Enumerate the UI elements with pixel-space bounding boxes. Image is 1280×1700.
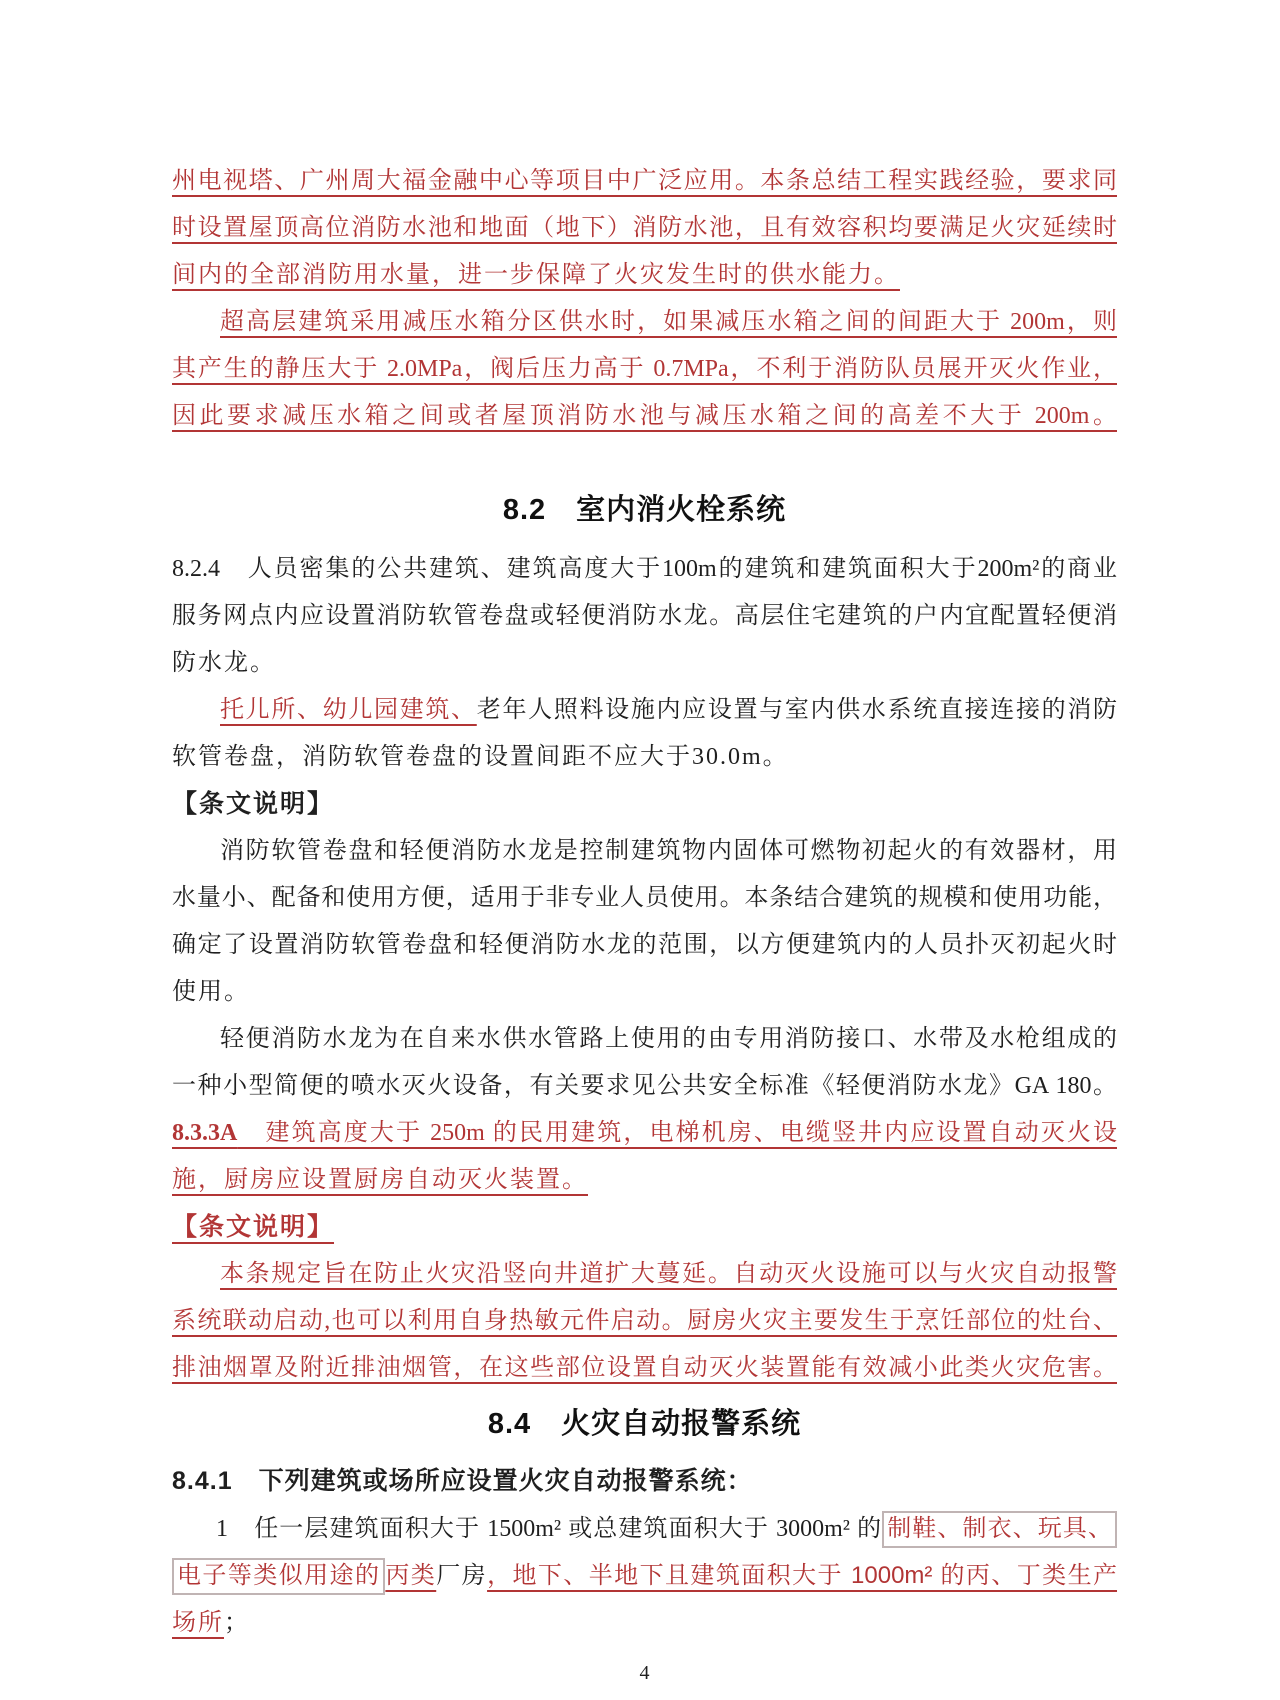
paragraph-intro-note <box>172 158 1117 299</box>
body-text: 防水龙。 <box>172 650 276 676</box>
clause-8-2-4 <box>172 546 1117 687</box>
text-line <box>172 734 1117 781</box>
body-text: 8.2.4 人员密集的公共建筑、建筑高度大于100m的建筑和建筑面积大于200m²的商业 <box>172 556 1117 582</box>
paragraph-explain-2 <box>172 1016 1117 1110</box>
inserted-text: 间内的全部消防用水量，进一步保障了火灾发生时的供水能力。 <box>172 262 900 288</box>
text-line <box>172 1552 1117 1599</box>
body-text: 使用。 <box>172 979 250 1005</box>
text-line <box>172 346 1117 393</box>
text-line <box>172 640 1117 687</box>
body-text: 轻便消防水龙为在自来水供水管路上使用的由专用消防接口、水带及水枪组成的 <box>220 1026 1117 1052</box>
inserted-text: 场所 <box>172 1609 224 1636</box>
body-text: 1 任一层建筑面积大于 1500m² 或总建筑面积大于 3000m² 的 <box>216 1516 883 1542</box>
paragraph-explain-3 <box>172 1251 1117 1392</box>
label-text: 【条文说明】 <box>172 1213 335 1241</box>
explain-label-black <box>172 781 1117 828</box>
text-line <box>172 969 1117 1016</box>
inserted-text: 托儿所、幼儿园建筑、 <box>220 697 477 723</box>
inserted-text: ，地下、半地下且建筑面积大于 1000m² 的丙、丁类生产 <box>487 1562 1118 1589</box>
body-text: 老年人照料设施内应设置与室内供水系统直接连接的消防 <box>476 697 1117 723</box>
text-line <box>172 593 1117 640</box>
text-line <box>172 252 1117 299</box>
text-line <box>172 546 1117 593</box>
body-text: 软管卷盘，消防软管卷盘的设置间距不应大于30.0m。 <box>172 744 789 770</box>
clause-8-4-1 <box>172 1458 1117 1505</box>
clause-8-3-3A <box>172 1110 1117 1204</box>
inserted-text: 施，厨房应设置厨房自动灭火装置。 <box>172 1167 588 1193</box>
text-line <box>172 1505 1117 1552</box>
text-line <box>172 158 1117 205</box>
inserted-text: 其产生的静压大于 2.0MPa，阀后压力高于 0.7MPa，不利于消防队员展开灭火作业， <box>172 356 1117 382</box>
text-line <box>172 687 1117 734</box>
text-line <box>172 299 1117 346</box>
paragraph-explain-1 <box>172 828 1117 1016</box>
body-text: 服务网点内应设置消防软管卷盘或轻便消防水龙。高层住宅建筑的户内宜配置轻便消 <box>172 603 1117 629</box>
inserted-text: 系统联动启动,也可以利用自身热敏元件启动。厨房火灾主要发生于烹饪部位的灶台、 <box>172 1308 1117 1334</box>
inserted-text: 超高层建筑采用减压水箱分区供水时，如果减压水箱之间的间距大于 200m，则 <box>220 309 1117 335</box>
inserted-text: 因此要求减压水箱之间或者屋顶消防水池与减压水箱之间的高差不大于 200m。 <box>172 403 1117 429</box>
text-line <box>172 875 1117 922</box>
item-1 <box>172 1505 1117 1646</box>
clause-number: 8.3.3A <box>172 1120 238 1146</box>
text-line <box>172 1599 1117 1646</box>
text-line <box>172 1110 1117 1157</box>
label-text: 【条文说明】 <box>172 790 335 818</box>
paragraph-pressure-note <box>172 299 1117 440</box>
page-number: 4 <box>639 1662 650 1684</box>
body-text: 水量小、配备和使用方便，适用于非专业人员使用。本条结合建筑的规模和使用功能， <box>172 885 1117 911</box>
clause-text: 8.4.1 下列建筑或场所应设置火灾自动报警系统： <box>172 1467 753 1495</box>
body-text: ； <box>224 1610 250 1636</box>
inserted-text: 排油烟罩及附近排油烟管，在这些部位设置自动灭火装置能有效减小此类火灾危害。 <box>172 1355 1117 1381</box>
text-line <box>172 922 1117 969</box>
explain-label-red <box>172 1204 1117 1251</box>
inserted-boxed-text: 制鞋、制衣、玩具、 <box>882 1511 1117 1548</box>
text-line <box>172 1251 1117 1298</box>
body-text: 确定了设置消防软管卷盘和轻便消防水龙的范围，以方便建筑内的人员扑灭初起火时 <box>172 932 1117 958</box>
text-line <box>172 205 1117 252</box>
body-text: 消防软管卷盘和轻便消防水龙是控制建筑物内固体可燃物初起火的有效器材，用 <box>220 838 1117 864</box>
inserted-boxed-text: 电子等类似用途的 <box>172 1558 385 1595</box>
text-line <box>172 828 1117 875</box>
body-text: 厂房 <box>436 1563 488 1589</box>
section-heading-8-2: 8.2 室内消火栓系统 <box>502 494 787 526</box>
inserted-text: 本条规定旨在防止火灾沿竖向井道扩大蔓延。自动灭火设施可以与火灾自动报警 <box>220 1261 1117 1287</box>
section-heading-8-4: 8.4 火灾自动报警系统 <box>487 1408 802 1440</box>
text-line <box>172 1345 1117 1392</box>
text-line <box>172 1157 1117 1204</box>
text-line <box>172 1016 1117 1063</box>
text-line <box>172 1063 1117 1110</box>
inserted-text: 州电视塔、广州周大福金融中心等项目中广泛应用。本条总结工程实践经验，要求同 <box>172 168 1117 194</box>
body-text: 一种小型简便的喷水灭火设备，有关要求见公共安全标准《轻便消防水龙》GA 180。 <box>172 1073 1117 1099</box>
inserted-text: 丙类 <box>385 1562 437 1589</box>
inserted-text: 时设置屋顶高位消防水池和地面（地下）消防水池，且有效容积均要满足火灾延续时 <box>172 215 1117 241</box>
inserted-text: 建筑高度大于 250m 的民用建筑，电梯机房、电缆竖井内应设置自动灭火设 <box>237 1120 1117 1146</box>
paragraph-nursery <box>172 687 1117 781</box>
text-line <box>172 1298 1117 1345</box>
text-line <box>172 393 1117 440</box>
